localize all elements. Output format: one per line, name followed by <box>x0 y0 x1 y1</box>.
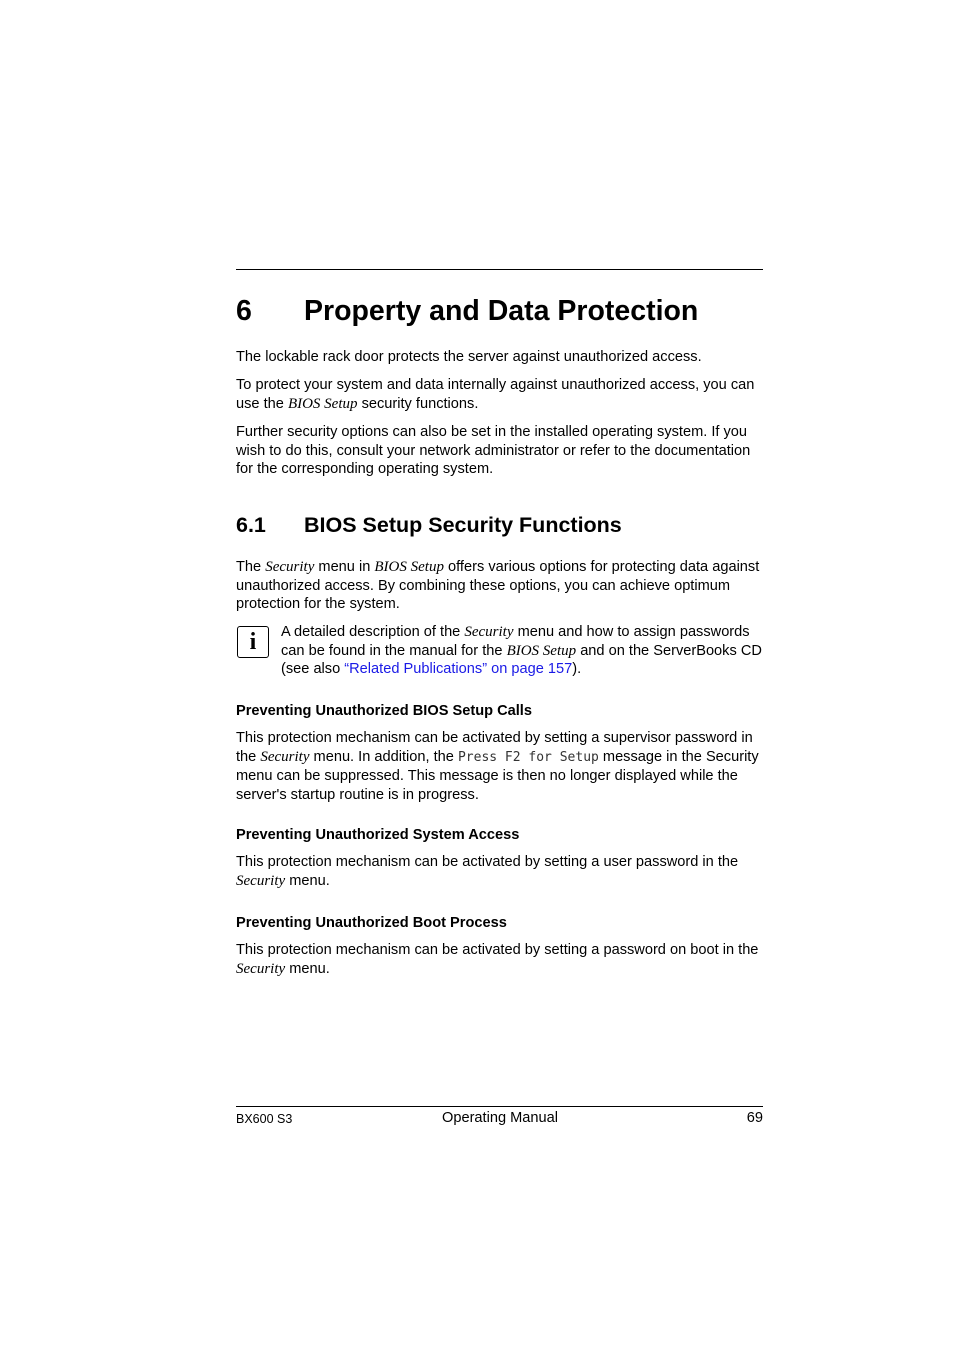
info-note <box>281 623 765 679</box>
intro-p1-text: The lockable rack door protects the server against unauthorized access. <box>236 349 702 365</box>
section-p1-text-b: menu in <box>314 559 375 575</box>
security-term: Security <box>265 559 315 575</box>
intro-p2-text-a: To protect your system and data internally against unauthorized access, you can use the <box>236 377 755 412</box>
subsection-0-text-a: This protection mechanism can be activated by setting a supervisor password in the <box>236 730 753 765</box>
intro-p3-text: Further security options can also be set in the installed operating system. If you wish to do this, consult your network administrator or refer to the documentation for the corresponding operating system. <box>236 424 751 478</box>
chapter-title-text: Property and Data Protection <box>304 295 699 327</box>
security-term: Security <box>236 960 286 977</box>
intro-paragraph-2 <box>236 376 766 413</box>
press-f2-message-code: Press F2 for Setup <box>457 749 599 765</box>
section-number: 6.1 <box>236 513 266 537</box>
security-term: Security <box>236 872 286 889</box>
note-text-b: menu and how to assign passwords can be found in the manual for the <box>281 624 750 659</box>
chapter-number: 6 <box>236 295 252 327</box>
section-p1-text-c: offers various options for protecting data against unauthorized access. By combining these options, you can achieve optimum protection for the system. <box>236 559 760 613</box>
footer-page-number: 69 <box>746 1110 763 1126</box>
info-icon-glyph: i <box>249 629 257 655</box>
subsection-1-text-b: menu. <box>285 872 330 889</box>
subsection-1-text-a: This protection mechanism can be activated by setting a user password in the <box>236 854 739 870</box>
bios-setup-term: BIOS Setup <box>506 642 577 659</box>
footer-manual-title: Operating Manual <box>441 1110 558 1126</box>
subsection-title-boot-process: Preventing Unauthorized Boot Process <box>236 915 507 931</box>
section-p1-text-a: The <box>236 559 266 575</box>
bios-setup-term: BIOS Setup <box>287 395 358 412</box>
subsection-2-text-a: This protection mechanism can be activated by setting a password on boot in the <box>236 942 759 958</box>
security-term: Security <box>464 624 514 640</box>
subsection-paragraph-boot-process <box>236 941 766 978</box>
note-text-d: ). <box>572 661 582 678</box>
note-text-a: A detailed description of the <box>281 624 465 640</box>
footer-rule <box>236 1106 763 1107</box>
intro-paragraph-1 <box>236 348 766 367</box>
note-text-c: and on the ServerBooks CD (see also <box>281 642 762 678</box>
bios-setup-term: BIOS Setup <box>374 559 444 575</box>
intro-paragraph-3 <box>236 423 766 479</box>
section-title <box>236 510 622 540</box>
subsection-2-text-b: menu. <box>285 960 330 977</box>
subsection-0-text-c: message in the Security menu can be suppressed. This message is then no longer displayed while the server's startup routine is in progress. <box>236 748 759 803</box>
intro-p2-text-b: security functions. <box>357 395 479 412</box>
info-icon <box>237 626 269 658</box>
subsection-title-system-access: Preventing Unauthorized System Access <box>236 827 520 843</box>
related-publications-link[interactable]: “Related Publications” on page 157 <box>344 661 573 678</box>
subsection-paragraph-system-access <box>236 853 766 890</box>
header-rule <box>236 269 763 270</box>
security-term: Security <box>260 748 310 765</box>
section-paragraph <box>236 558 766 614</box>
chapter-title <box>236 292 763 330</box>
subsection-0-text-b: menu. In addition, the <box>309 748 458 765</box>
section-title-text: BIOS Setup Security Functions <box>304 513 622 537</box>
footer-product: BX600 S3 <box>236 1112 293 1126</box>
subsection-paragraph-bios-setup-calls <box>236 729 766 804</box>
subsection-title-bios-setup-calls: Preventing Unauthorized BIOS Setup Calls <box>236 703 532 719</box>
